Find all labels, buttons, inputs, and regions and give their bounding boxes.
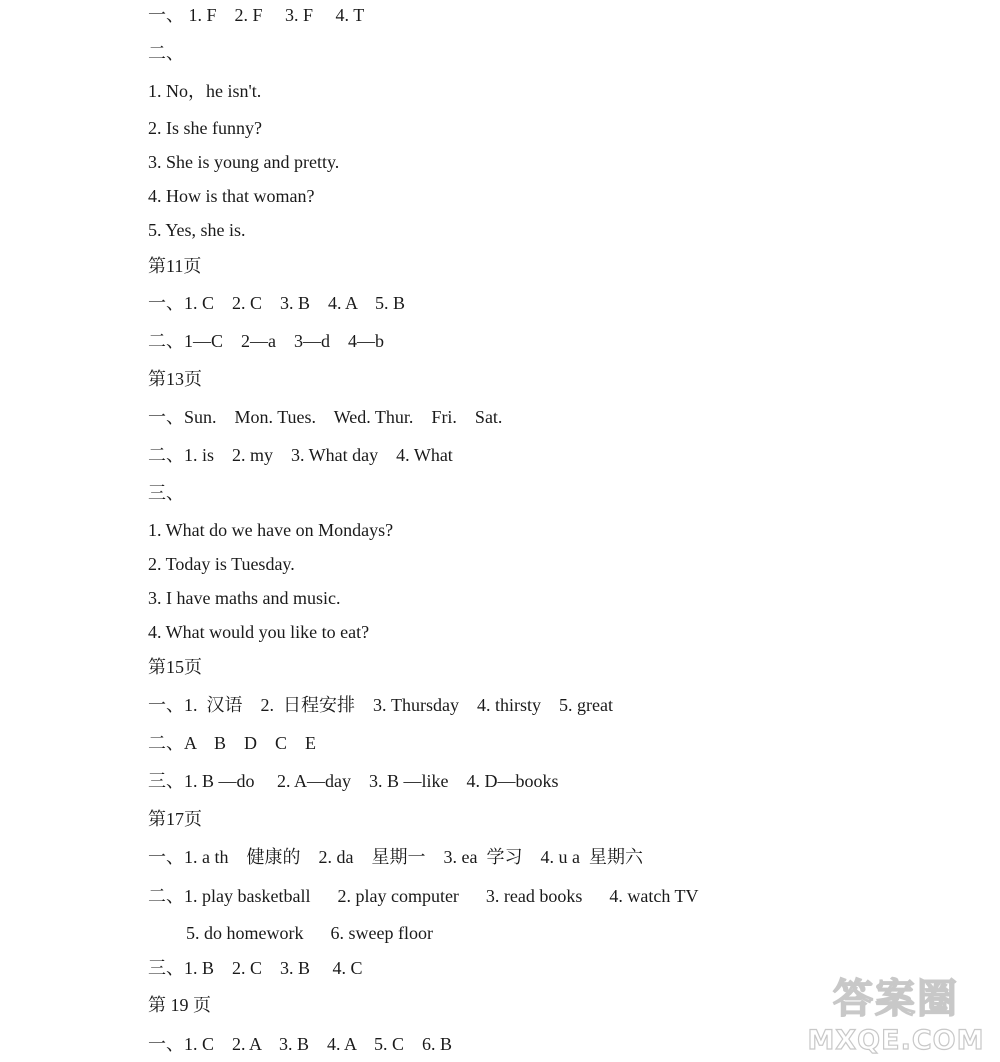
answer-line: 一、Sun. Mon. Tues. Wed. Thur. Fri. Sat. xyxy=(148,407,503,427)
answer-line: 二、1. is 2. my 3. What day 4. What xyxy=(148,445,453,465)
watermark-domain: MXQE.COM xyxy=(807,1025,985,1056)
page-heading: 第11页 xyxy=(148,256,202,276)
answer-line: 一、 1. F 2. F 3. F 4. T xyxy=(148,5,365,25)
section-heading: 二、 xyxy=(148,43,184,63)
answer-line: 4. What would you like to eat? xyxy=(148,622,370,642)
answer-line: 一、1. C 2. C 3. B 4. A 5. B xyxy=(148,293,406,313)
answer-line: 3. I have maths and music. xyxy=(148,588,341,608)
answer-line: 二、A B D C E xyxy=(148,733,317,753)
answer-line: 三、1. B 2. C 3. B 4. C xyxy=(148,958,363,978)
answer-line: 5. Yes, she is. xyxy=(148,220,246,240)
answer-line: 2. Is she funny? xyxy=(148,118,262,138)
answer-line: 5. do homework 6. sweep floor xyxy=(186,923,433,943)
answer-line: 一、1. a th 健康的 2. da 星期一 3. ea 学习 4. u a 星期六 xyxy=(148,847,643,867)
page-heading: 第17页 xyxy=(148,809,202,829)
answer-line: 三、1. B —do 2. A—day 3. B —like 4. D—books xyxy=(148,771,559,791)
answer-line: 1. No，he isn't. xyxy=(148,81,262,101)
watermark-logo xyxy=(806,976,986,1056)
page-heading: 第13页 xyxy=(148,369,202,389)
page-heading: 第 19 页 xyxy=(148,995,211,1015)
answer-line: 二、1—C 2—a 3—d 4—b xyxy=(148,331,384,351)
answer-line: 一、1. 汉语 2. 日程安排 3. Thursday 4. thirsty 5. great xyxy=(148,695,613,715)
answer-line: 二、1. play basketball 2. play computer 3. read books 4. watch TV xyxy=(148,886,699,906)
answer-line: 一、1. C 2. A 3. B 4. A 5. C 6. B xyxy=(148,1034,453,1054)
page-heading: 第15页 xyxy=(148,657,202,677)
answer-line: 2. Today is Tuesday. xyxy=(148,554,295,574)
section-heading: 三、 xyxy=(148,483,184,503)
answer-line: 1. What do we have on Mondays? xyxy=(148,520,394,540)
watermark-title: 答案圈 xyxy=(833,976,959,1022)
answer-line: 3. She is young and pretty. xyxy=(148,152,340,172)
answer-line: 4. How is that woman? xyxy=(148,186,315,206)
